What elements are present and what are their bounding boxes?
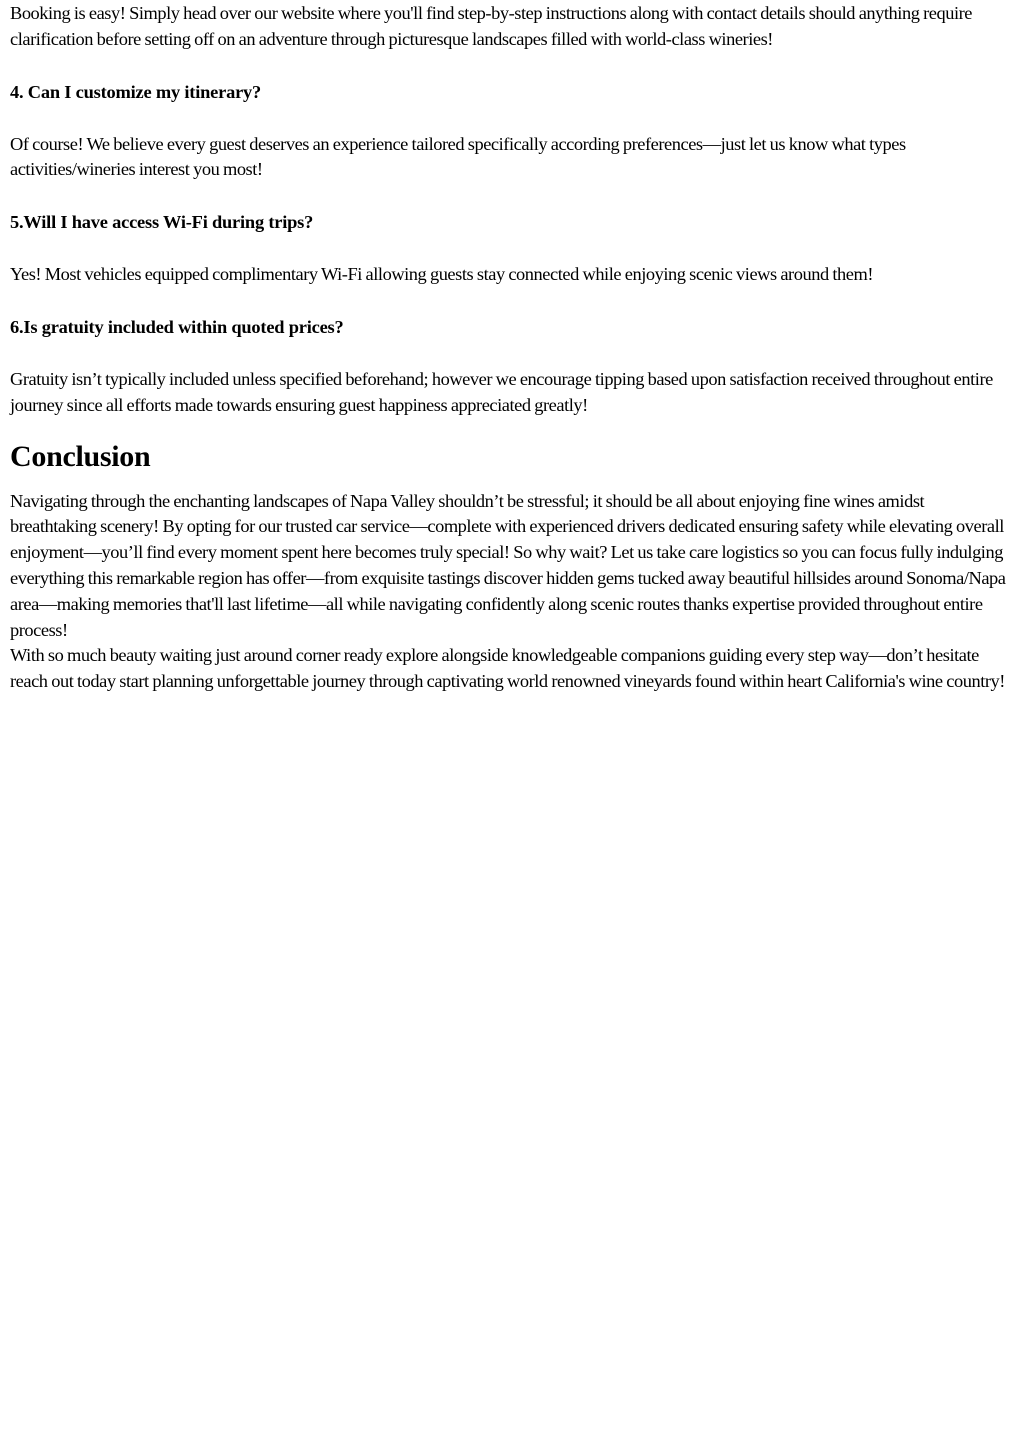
- conclusion-section: [10, 439, 1012, 695]
- faq-item-6: [10, 315, 1012, 419]
- faq-answer: Gratuity isn’t typically included unless specified beforehand; however we encourage tipping based upon satisfaction received throughout entire journey since all efforts made towards ensuring guest happiness appreciated greatly!: [10, 368, 993, 415]
- faq-item-4: [10, 80, 1012, 184]
- booking-answer-text: Booking is easy! Simply head over our website where you'll find step-by-step instructions along with contact details should anything require clarification before setting off on an adventure through picturesque landscapes filled with world-class wineries!: [10, 3, 973, 49]
- faq-item-5: [10, 210, 1012, 288]
- faq-question: 4. Can I customize my itinerary?: [10, 81, 262, 102]
- faq-question: 6.Is gratuity included within quoted prices?: [10, 316, 344, 337]
- faq-answer: Of course! We believe every guest deserves an experience tailored specifically according preferences—just let us know what types activities/wineries interest you most!: [10, 133, 906, 180]
- faq-question: 5.Will I have access Wi-Fi during trips?: [10, 212, 314, 233]
- conclusion-paragraph-1: Navigating through the enchanting landscapes of Napa Valley shouldn’t be stressful; it should be all about enjoying fine wines amidst breathtaking scenery! By opting for our trusted car service—complete with experienced drivers dedicated ensuring safety while elevating overall enjoyment—you’ll find every moment spent here becomes truly special! So why wait? Let us take care logistics so you can focus fully indulging everything this remarkable region has offer—from exquisite tastings discover hidden gems tucked away beautiful hillsides around Sonoma/Napa area—making memories that'll last lifetime—all while navigating confidently along scenic routes thanks expertise provided throughout entire process!: [10, 490, 1006, 640]
- conclusion-paragraph-2: With so much beauty waiting just around corner ready explore alongside knowledgeable companions guiding every step way—don’t hesitate reach out today start planning unforgettable journey through captivating world renowned vineyards found within heart California's wine country!: [10, 645, 1005, 692]
- faq-answer: Yes! Most vehicles equipped complimentary Wi-Fi allowing guests stay connected while enjoying scenic views around them!: [10, 264, 874, 285]
- conclusion-heading: Conclusion: [10, 439, 151, 473]
